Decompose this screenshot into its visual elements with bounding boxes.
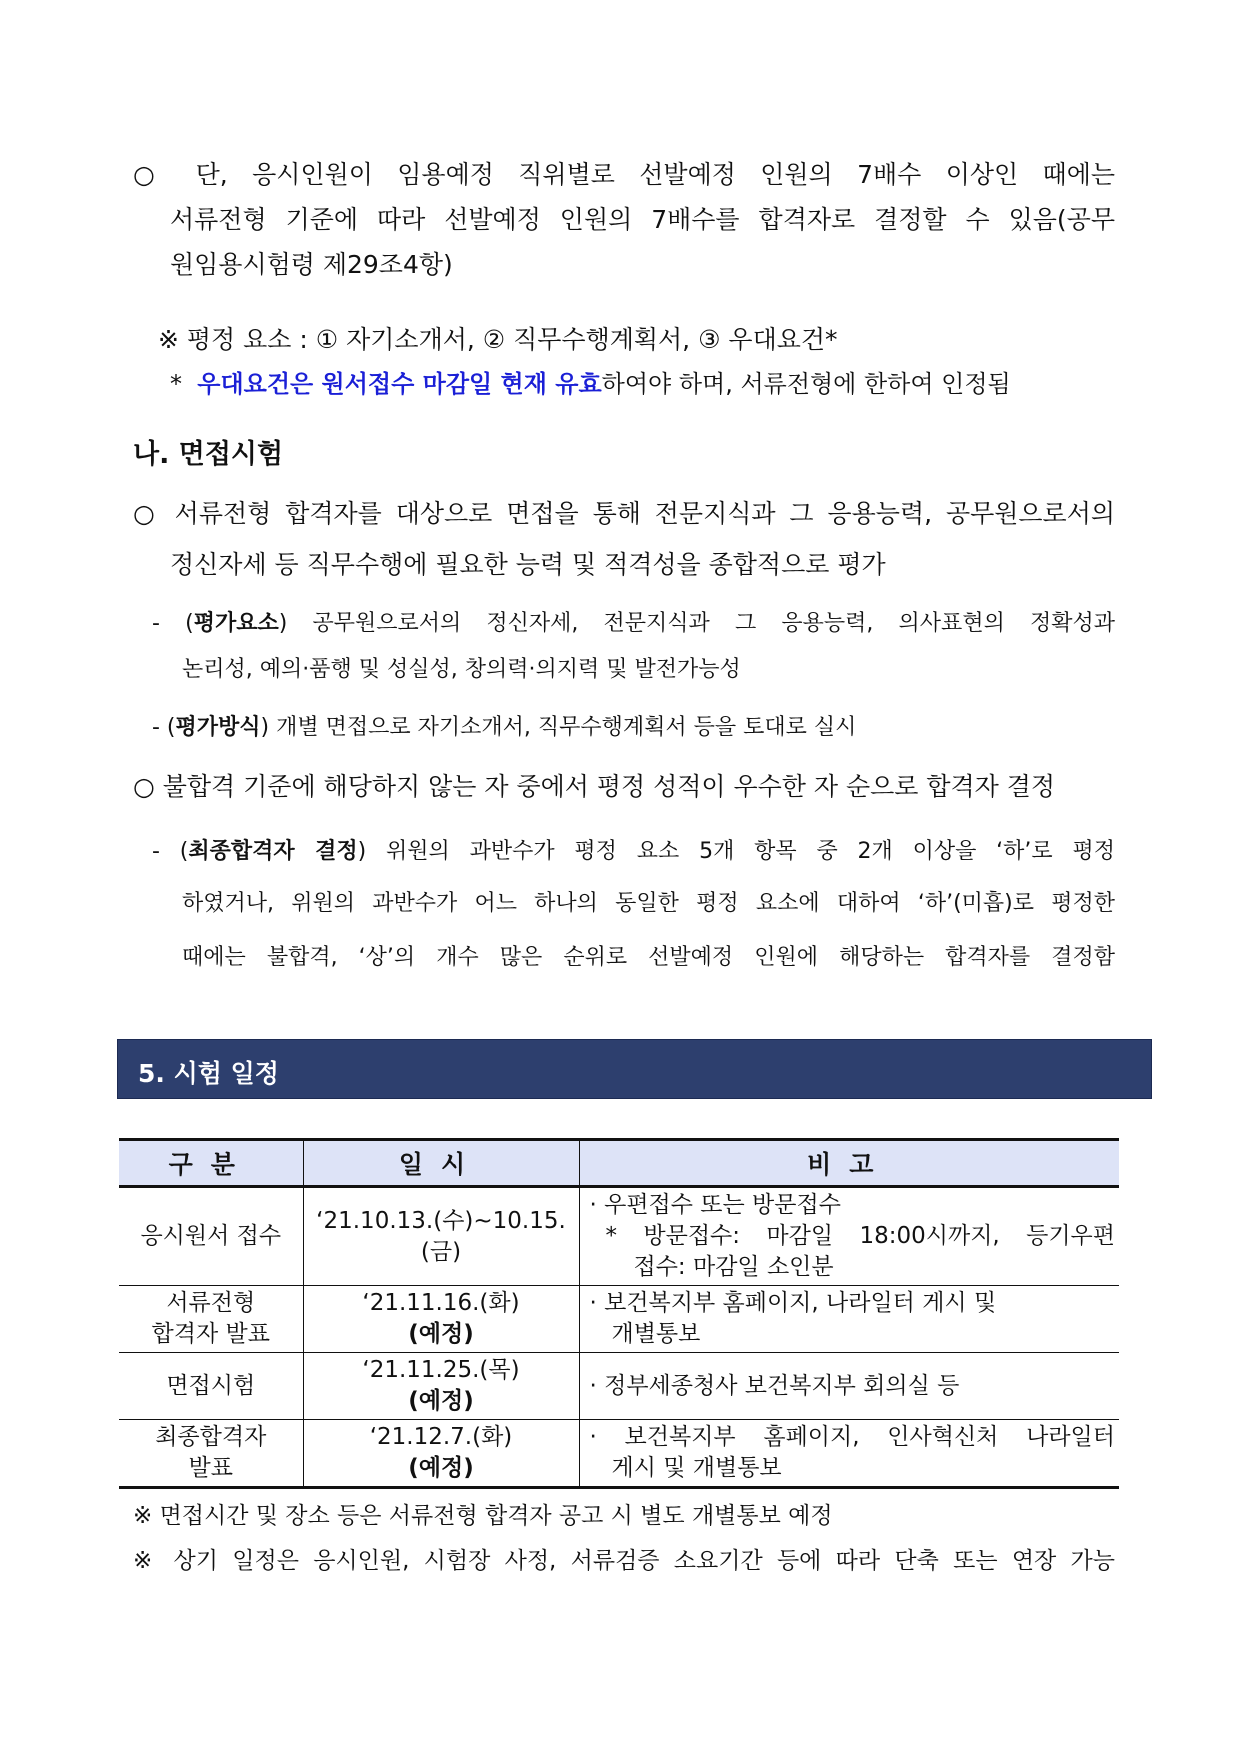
eval-elements-note: ※ 평정 요소 : ① 자기소개서, ② 직무수행계획서, ③ 우대요건* bbox=[158, 325, 838, 354]
date-line: ‘21.11.25.(목) bbox=[362, 1357, 520, 1383]
section-b-title: 나. 면접시험 bbox=[133, 439, 284, 470]
row-date bbox=[303, 1353, 579, 1420]
row-note bbox=[579, 1286, 1119, 1353]
eval-elements-line1 bbox=[152, 606, 1115, 637]
name-line: 서류전형 bbox=[166, 1290, 256, 1316]
row-date: ‘21.10.13.(수)~10.15.(금) bbox=[303, 1187, 579, 1286]
date-planned: (예정) bbox=[408, 1455, 474, 1481]
row-date bbox=[303, 1286, 579, 1353]
final-decision-line2: 하였거나, 위원의 과반수가 어느 하나의 동일한 평정 요소에 대하여 ‘하’(미흡)로 평정한 bbox=[182, 891, 1115, 916]
preference-highlight: 우대요건은 원서접수 마감일 현재 유효 bbox=[197, 370, 602, 398]
date-planned: (예정) bbox=[408, 1321, 474, 1347]
section-5-header-bar bbox=[117, 1039, 1152, 1099]
preference-note bbox=[170, 364, 1011, 399]
date-line: ‘21.11.16.(화) bbox=[362, 1290, 520, 1316]
section-5-title: 5. 시험 일정 bbox=[138, 1059, 279, 1088]
footnote-interview: ※ 면접시간 및 장소 등은 서류전형 합격자 공고 시 별도 개별통보 예정 bbox=[133, 1503, 833, 1529]
note-line: * 방문접수: 마감일 18:00시까지, 등기우편 bbox=[605, 1223, 1115, 1249]
note-line: · 우편접수 또는 방문접수 bbox=[589, 1192, 841, 1218]
final-decision-label: 최종합격자 결정 bbox=[188, 839, 358, 864]
section-b-p1-line2: 정신자세 등 직무수행에 필요한 능력 및 적격성을 종합적으로 평가 bbox=[170, 550, 886, 579]
row-name bbox=[119, 1286, 303, 1353]
paragraph-a-line3: 원임용시험령 제29조4항) bbox=[170, 250, 453, 279]
row-name: 응시원서 접수 bbox=[119, 1187, 303, 1286]
dash-marker: - ( bbox=[152, 715, 176, 740]
name-line: 발표 bbox=[188, 1455, 233, 1481]
name-line: 합격자 발표 bbox=[151, 1321, 270, 1347]
row-name: 면접시험 bbox=[119, 1353, 303, 1420]
section-b-p1-line1: ○ 서류전형 합격자를 대상으로 면접을 통해 전문지식과 그 응용능력, 공무원으로서의 bbox=[133, 499, 1115, 528]
eval-elements-label: 평가요소 bbox=[193, 611, 279, 636]
note-star: * bbox=[170, 370, 182, 398]
table-row bbox=[119, 1353, 1119, 1420]
note-line: 게시 및 개별통보 bbox=[611, 1455, 782, 1481]
row-note bbox=[579, 1187, 1119, 1286]
paragraph-a-line2: 서류전형 기준에 따라 선발예정 인원의 7배수를 합격자로 결정할 수 있음(공무 bbox=[170, 205, 1115, 234]
row-note bbox=[579, 1420, 1119, 1488]
dash-marker: - ( bbox=[152, 611, 194, 636]
table-row bbox=[119, 1286, 1119, 1353]
final-decision-line1 bbox=[152, 834, 1115, 865]
eval-elements-line2: 논리성, 예의·품행 및 성실성, 창의력·의지력 및 발전가능성 bbox=[182, 657, 741, 682]
final-decision-rest: ) 위원의 과반수가 평정 요소 5개 항목 중 2개 이상을 ‘하’로 평정 bbox=[357, 839, 1115, 864]
note-line: · 보건복지부 홈페이지, 인사혁신처 나라일터 bbox=[589, 1424, 1115, 1450]
eval-elements-rest: ) 공무원으로서의 정신자세, 전문지식과 그 응용능력, 의사표현의 정확성과 bbox=[278, 611, 1115, 636]
header-category: 구분 bbox=[119, 1140, 303, 1187]
note-line: 접수: 마감일 소인분 bbox=[633, 1254, 834, 1280]
note-line: 개별통보 bbox=[611, 1321, 701, 1347]
name-line: 최종합격자 bbox=[155, 1424, 267, 1450]
schedule-header-row bbox=[119, 1140, 1119, 1187]
footnote-schedule: ※ 상기 일정은 응시인원, 시험장 사정, 서류검증 소요기간 등에 따라 단축 또는 연장 가능 bbox=[133, 1548, 1115, 1574]
table-row bbox=[119, 1187, 1119, 1286]
note-line: · 보건복지부 홈페이지, 나라일터 게시 및 bbox=[589, 1290, 997, 1316]
row-note: · 정부세종청사 보건복지부 회의실 등 bbox=[579, 1353, 1119, 1420]
final-decision-line3: 때에는 불합격, ‘상’의 개수 많은 순위로 선발예정 인원에 해당하는 합격자를 결정함 bbox=[182, 945, 1115, 970]
paragraph-a-line1: ○ 단, 응시인원이 임용예정 직위별로 선발예정 인원의 7배수 이상인 때에는 bbox=[133, 160, 1115, 189]
eval-method-label: 평가방식 bbox=[175, 715, 261, 740]
eval-method-rest: ) 개별 면접으로 자기소개서, 직무수행계획서 등을 토대로 실시 bbox=[260, 715, 857, 740]
row-date bbox=[303, 1420, 579, 1488]
preference-rest: 하여야 하며, 서류전형에 한하여 인정됨 bbox=[601, 370, 1011, 398]
header-remarks: 비고 bbox=[579, 1140, 1119, 1187]
dash-marker: - ( bbox=[152, 839, 189, 864]
date-line: ‘21.12.7.(화) bbox=[369, 1424, 513, 1450]
section-b-p2: ○ 불합격 기준에 해당하지 않는 자 중에서 평정 성적이 우수한 자 순으로 합격자 결정 bbox=[133, 772, 1056, 801]
schedule-table bbox=[119, 1138, 1119, 1489]
date-planned: (예정) bbox=[408, 1388, 474, 1414]
header-datetime: 일시 bbox=[303, 1140, 579, 1187]
table-row bbox=[119, 1420, 1119, 1488]
eval-method-line bbox=[152, 710, 856, 741]
row-name bbox=[119, 1420, 303, 1488]
